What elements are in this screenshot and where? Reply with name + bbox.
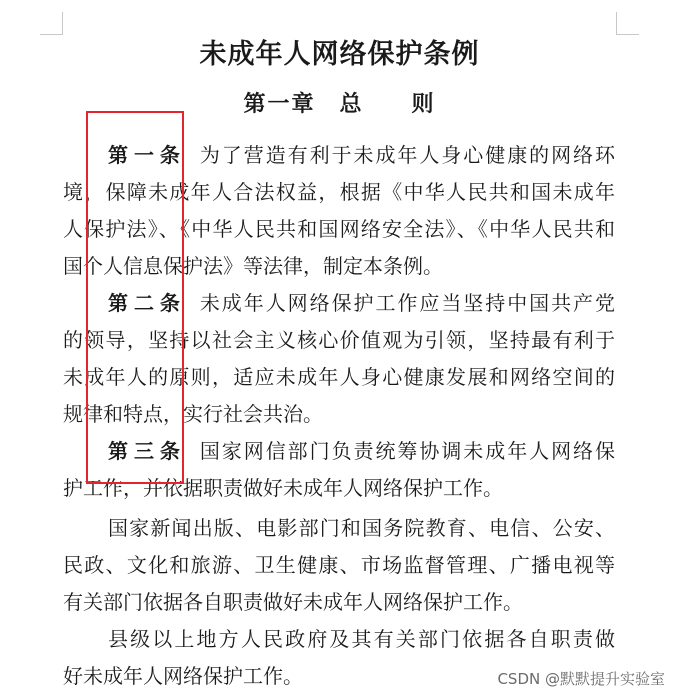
article-1-line-3: 人保护法》、《中华人民共和国网络安全法》、《中华人民共和 xyxy=(63,217,615,241)
paragraph-1-line-3: 有关部门依据各自职责做好未成年人网络保护工作。 xyxy=(63,590,523,614)
article-2-label: 第二条 xyxy=(108,291,186,315)
paragraph-2-line-2: 好未成年人网络保护工作。 xyxy=(63,664,303,688)
article-1-text: 为了营造有利于未成年人身心健康的网络环 xyxy=(199,143,615,167)
document-title: 未成年人网络保护条例 xyxy=(199,39,480,70)
article-2-text: 未成年人网络保护工作应当坚持中国共产党 xyxy=(199,291,615,315)
article-2-line-1 xyxy=(108,285,615,321)
article-2-line-3: 未成年人的原则，适应未成年人身心健康发展和网络空间的 xyxy=(63,365,615,389)
article-1-label: 第一条 xyxy=(108,143,186,167)
article-3-line-2: 护工作，并依据职责做好未成年人网络保护工作。 xyxy=(63,476,503,500)
article-3-text: 国家网信部门负责统筹协调未成年人网络保 xyxy=(199,439,615,463)
chapter-heading: 第一章 总 则 xyxy=(243,91,436,117)
article-3-line-1 xyxy=(108,433,615,469)
csdn-watermark: CSDN @默默提升实验室 xyxy=(497,670,665,688)
article-1-line-4: 国个人信息保护法》等法律，制定本条例。 xyxy=(63,254,443,278)
article-3-label: 第三条 xyxy=(108,439,186,463)
paragraph-1-line-1: 国家新闻出版、电影部门和国务院教育、电信、公安、 xyxy=(108,516,615,540)
page-corner-top-right xyxy=(616,12,639,35)
article-1-line-1 xyxy=(108,137,615,173)
paragraph-1-line-2: 民政、文化和旅游、卫生健康、市场监督管理、广播电视等 xyxy=(63,553,615,577)
paragraph-2-line-1: 县级以上地方人民政府及其有关部门依据各自职责做 xyxy=(108,627,615,651)
article-2-line-4: 规律和特点，实行社会共治。 xyxy=(63,402,323,426)
article-1-line-2: 境，保障未成年人合法权益，根据《中华人民共和国未成年 xyxy=(63,180,615,204)
page-corner-top-left xyxy=(40,12,63,35)
article-2-line-2: 的领导，坚持以社会主义核心价值观为引领，坚持最有利于 xyxy=(63,328,615,352)
